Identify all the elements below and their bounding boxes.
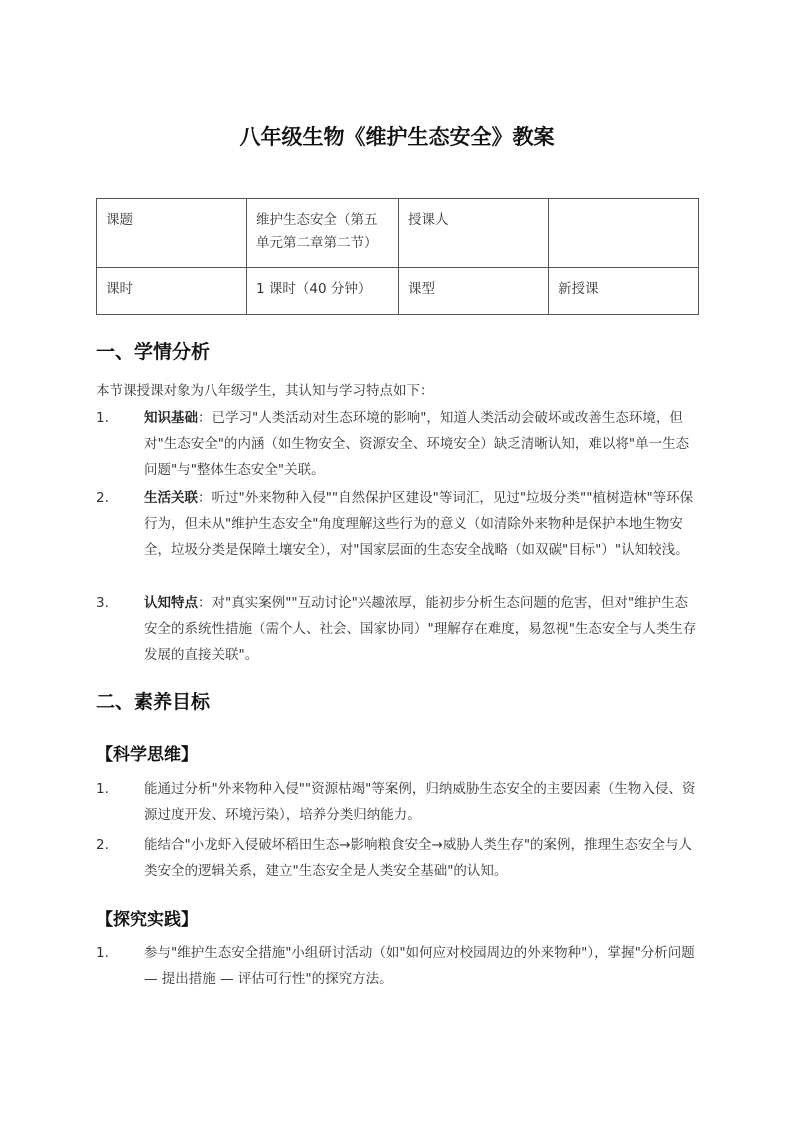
subsection-heading: 【探究实践】 [96, 910, 198, 930]
item-label: 知识基础 [144, 410, 198, 426]
list-number: 2. [96, 837, 109, 853]
lesson-info-table [96, 198, 699, 315]
subsection-heading: 【科学思维】 [96, 745, 198, 765]
table-cell: 课型 [399, 268, 549, 315]
item-text: ：听过"外来物种入侵""自然保护区建设"等词汇，见过"垃圾分类""植树造林"等环保行为，但未从"维护生态安全"角度理解这些行为的意义（如清除外来物种是保护本地生物安全，垃圾分类是保障土壤安全），对"国家层面的生态安全战略（如双碳"目标"）"认知较浅。 [144, 490, 694, 558]
list-item [96, 832, 698, 884]
table-cell [549, 199, 699, 268]
section-heading: 一、学情分析 [96, 341, 211, 363]
list-item [96, 405, 698, 483]
list-number: 1. [96, 945, 109, 961]
table-cell: 维护生态安全（第五单元第二章第二节） [247, 199, 399, 268]
section-intro: 本节课授课对象为八年级学生，其认知与学习特点如下： [96, 383, 434, 399]
table-cell: 课题 [97, 199, 247, 268]
list-item [96, 485, 698, 563]
item-label: 生活关联 [144, 490, 198, 506]
document-title: 八年级生物《维护生态安全》教案 [239, 125, 555, 149]
table-cell: 新授课 [549, 268, 699, 315]
item-text: 能通过分析"外来物种入侵""资源枯竭"等案例，归纳威胁生态安全的主要因素（生物入侵、资源过度开发、环境污染），培养分类归纳能力。 [144, 781, 696, 823]
item-text: ：已学习"人类活动对生态环境的影响"，知道人类活动会破坏或改善生态环境，但对"生态安全"的内涵（如生物安全、资源安全、环境安全）缺乏清晰认知，难以将"单一生态问题"与"整体生态安全"关联。 [144, 410, 690, 478]
table-cell: 1 课时（40 分钟） [247, 268, 399, 315]
list-item [96, 940, 698, 992]
list-number: 1. [96, 410, 109, 426]
list-number: 3. [96, 595, 109, 611]
table-cell: 授课人 [399, 199, 549, 268]
item-text: ：对"真实案例""互动讨论"兴趣浓厚，能初步分析生态问题的危害，但对"维护生态安全的系统性措施（需个人、社会、国家协同）"理解存在难度，易忽视"生态安全与人类生存发展的直接关联"。 [144, 595, 697, 663]
list-number: 2. [96, 490, 109, 506]
table-cell: 课时 [97, 268, 247, 315]
table-row [97, 268, 699, 315]
item-text: 能结合"小龙虾入侵破坏稻田生态→影响粮食安全→威胁人类生存"的案例，推理生态安全与人类安全的逻辑关系，建立"生态安全是人类安全基础"的认知。 [144, 837, 693, 879]
list-item [96, 590, 698, 668]
item-text: 参与"维护生态安全措施"小组研讨活动（如"如何应对校园周边的外来物种"），掌握"分析问题 — 提出措施 — 评估可行性"的探究方法。 [144, 945, 695, 987]
item-label: 认知特点 [144, 595, 198, 611]
table-row [97, 199, 699, 268]
list-number: 1. [96, 781, 109, 797]
section-heading: 二、素养目标 [96, 691, 211, 713]
list-item [96, 776, 698, 828]
